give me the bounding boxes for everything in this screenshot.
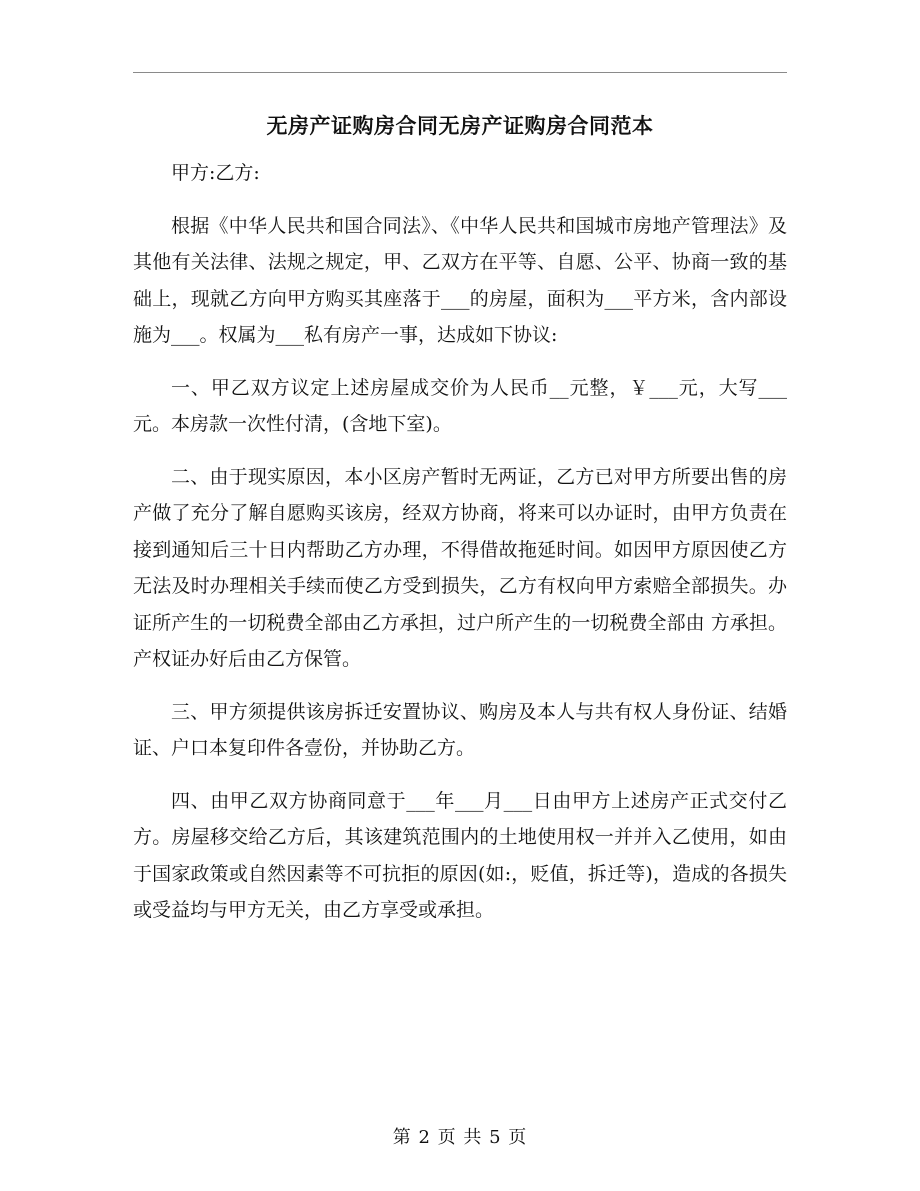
document-body: [133, 155, 787, 929]
document-title: 无房产证购房合同无房产证购房合同范本: [266, 113, 654, 138]
clause-2-paragraph: 二、由于现实原因，本小区房产暂时无两证，乙方已对甲方所要出售的房产做了充分了解自愿购买该房，经双方协商，将来可以办证时，由甲方负责在接到通知后三十日内帮助乙方办理，不得借故拖延时间。如因甲方原因使乙方无法及时办理相关手续而使乙方受到损失，乙方有权向甲方索赔全部损失。办证所产生的一切税费全部由乙方承担，过户所产生的一切税费全部由 方承担。产权证办好后由乙方保管。: [133, 465, 787, 670]
clause-3-paragraph: 三、甲方须提供该房拆迁安置协议、购房及本人与共有权人身份证、结婚证、户口本复印件各壹份，并协助乙方。: [133, 700, 787, 759]
clause-4-paragraph: 四、由甲乙双方协商同意于___年___月___日由甲方上述房产正式交付乙方。房屋移交给乙方后，其该建筑范围内的土地使用权一并并入乙使用，如由于国家政策或自然因素等不可抗拒的原因(如:，贬值，拆迁等)，造成的各损失或受益均与甲方无关，由乙方享受或承担。: [133, 789, 787, 921]
header-rule: [133, 72, 787, 73]
page-number: 第 2 页 共 5 页: [392, 1127, 528, 1148]
preamble-paragraph: 根据《中华人民共和国合同法》、《中华人民共和国城市房地产管理法》及其他有关法律、法规之规定，甲、乙双方在平等、自愿、公平、协商一致的基础上，现就乙方向甲方购买其座落于___的房屋，面积为___平方米，含内部设施为___。权属为___私有房产一事，达成如下协议:: [133, 214, 787, 346]
parties-line: 甲方:乙方:: [171, 162, 260, 184]
clause-1-paragraph: 一、甲乙双方议定上述房屋成交价为人民币__元整，￥___元，大写___元。本房款一次性付清，(含地下室)。: [133, 376, 787, 435]
